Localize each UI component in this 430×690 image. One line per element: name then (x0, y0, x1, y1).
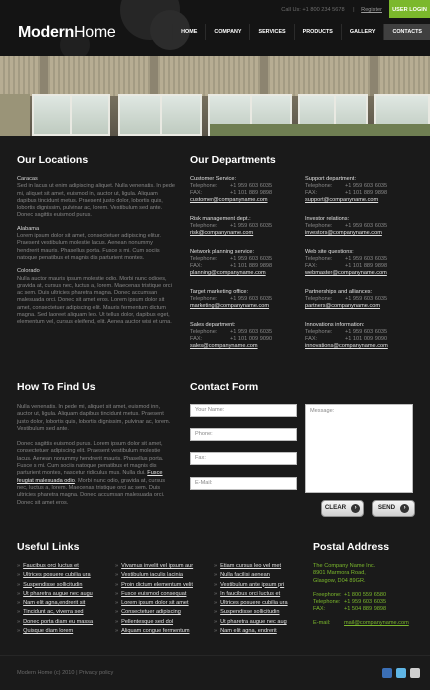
contact-form-title: Contact Form (190, 381, 259, 393)
telephone-value: +1 959 603 6035 (230, 329, 273, 336)
stumbleupon-icon[interactable] (410, 668, 420, 678)
useful-link[interactable]: » Donec porta diam eu massa (17, 618, 93, 627)
fax-label: FAX: (305, 336, 318, 343)
department-block (305, 322, 388, 350)
useful-link[interactable]: » Vivamus invelit vel ipsum aur (115, 562, 193, 571)
nav-contacts[interactable]: CONTACTS (383, 24, 430, 40)
department-fax (190, 336, 272, 343)
location-item (17, 226, 175, 262)
department-block (190, 289, 272, 310)
photo-ceiling (0, 56, 430, 96)
useful-link[interactable]: » Ultrices posuere cubilia ura (214, 599, 288, 608)
postal-email (313, 620, 409, 627)
useful-link[interactable]: » Lorem ipsum dolor sit amet (115, 599, 193, 608)
photo-beam (260, 56, 268, 96)
department-fax (190, 263, 272, 270)
department-fax (305, 263, 387, 270)
department-email-link[interactable]: customer@companyname.com (190, 197, 268, 204)
header-phone: Call Us: +1 800 234 5678 (281, 7, 345, 13)
telephone-label: Telephone: (190, 183, 218, 190)
send-button[interactable] (372, 500, 415, 517)
department-name: Customer Service: (190, 176, 237, 182)
location-city: Caracas (17, 176, 38, 182)
fax-label: FAX: (190, 263, 203, 270)
telephone-value: +1 959 603 6035 (345, 223, 388, 230)
send-label: SEND (377, 504, 396, 512)
department-telephone (190, 256, 272, 263)
telephone-label: Telephone: (190, 256, 218, 263)
department-telephone (305, 329, 388, 336)
telephone-value: +1 959 603 6035 (230, 296, 273, 303)
postal-company: The Company Name Inc. (313, 563, 376, 569)
locations-list (17, 176, 175, 333)
email-field[interactable]: E-Mail: (190, 477, 297, 490)
locations-title: Our Locations (17, 154, 89, 166)
topbar-divider: | (353, 7, 355, 13)
useful-link[interactable]: » Nam elit agna, endrerit (214, 627, 288, 636)
useful-link[interactable]: » Vestibulum iaculis lacinia (115, 571, 193, 580)
useful-link[interactable]: » Proin dictum elementum velit (115, 581, 193, 590)
photo-beam (370, 56, 378, 96)
links-column (214, 562, 288, 636)
find-us-link[interactable]: Fusce feugiat malesuada odio (17, 470, 163, 484)
useful-link[interactable]: » In faucibus orci luctus et (214, 590, 288, 599)
useful-link[interactable]: » Nulla facilisi aenean (214, 571, 288, 580)
useful-link[interactable]: » Aliquam congue fermentum (115, 627, 193, 636)
postal-fax (313, 606, 409, 613)
fax-value: +1 101 009 9090 (230, 336, 273, 343)
delicious-icon[interactable] (382, 668, 392, 678)
useful-link[interactable]: » Tincidunt ac, viverra sed (17, 608, 93, 617)
location-item (17, 176, 175, 220)
department-telephone (190, 329, 272, 336)
department-name: Risk management dept.: (190, 216, 251, 222)
nav-company[interactable]: COMPANY (205, 24, 249, 40)
header-photo (0, 56, 430, 136)
department-email-link[interactable]: partners@companyname.com (305, 303, 381, 310)
footer-copyright: Modern Home (c) 2010 | Privacy policy (17, 670, 114, 676)
telephone-label: Telephone: (190, 329, 218, 336)
nav-gallery[interactable]: GALLERY (341, 24, 384, 40)
clear-label: CLEAR (324, 504, 347, 512)
arrow-right-icon: › (351, 504, 360, 513)
department-name: Support department: (305, 176, 356, 182)
department-email-link[interactable]: risk@companyname.com (190, 230, 254, 237)
arrow-right-icon: › (400, 504, 409, 513)
department-email-link[interactable]: investors@companyname.com (305, 230, 382, 237)
department-block (190, 216, 272, 237)
find-us-text-b: . Morbi nunc odio, gravida at, cursus nec, luctus a, lorem. Maecenas tristique orci ac sem. Duis ultricies pharetra magna. Donec accumsan malesuada orci. Donec sit amet eros. (17, 477, 166, 506)
telephone-label: Telephone: (313, 599, 341, 606)
department-email-link[interactable]: webmaster@companyname.com (305, 270, 387, 277)
fax-label: FAX: (190, 336, 203, 343)
logo[interactable] (18, 22, 115, 44)
location-text: Sed in lacus ut enim adipiscing aliquet. Nulla venenatis. In pede mi, aliquet sit amet, euismod in, auctor ut, ligula. Aliquam dapibus tincidunt metus. Praesent justo dolor, lobortis quis, lobortis dignissim, pulvinar ac, lorem. Vestibulum sed ante. Donec sagittis euismod purus. (17, 183, 175, 219)
department-block (305, 216, 387, 237)
telephone-label: Telephone: (305, 183, 333, 190)
telephone-label: Telephone: (305, 329, 333, 336)
useful-link[interactable]: » Nam elit agna,endrerit sit (17, 599, 93, 608)
register-link[interactable]: Register (361, 7, 382, 13)
fax-label: FAX: (305, 190, 318, 197)
department-name: Innovations information: (305, 322, 365, 328)
department-name: Target marketing office: (190, 289, 249, 295)
freephone-label: Freephone: (313, 591, 342, 598)
telephone-value: +1 959 603 6035 (345, 329, 388, 336)
department-name: Network planning service: (190, 249, 255, 255)
fax-value: +1 101 889 9898 (230, 263, 273, 270)
location-item (17, 268, 175, 326)
photo-beam (150, 56, 158, 96)
photo-mullion (160, 96, 162, 134)
find-us-paragraph (17, 441, 175, 507)
useful-link[interactable]: » Ut pharetra augue nec aug (214, 618, 288, 627)
telephone-value: +1 959 603 6035 (230, 183, 273, 190)
useful-link[interactable]: » Etiam cursus leo vel met (214, 562, 288, 571)
department-block (305, 249, 387, 277)
photo-window (118, 94, 202, 136)
postal-city: Glasgow, D04 89GR. (313, 577, 366, 584)
department-telephone (305, 296, 387, 303)
user-login-button[interactable]: USER LOGIN (389, 0, 430, 18)
photo-mullion (70, 96, 72, 134)
postal-freephone (313, 592, 409, 599)
useful-links-title: Useful Links (17, 541, 80, 553)
fax-label: FAX: (305, 263, 318, 270)
fax-value: +1 101 889 9898 (230, 190, 273, 197)
telephone-value: +1 959 603 6035 (344, 599, 387, 606)
topbar (281, 7, 382, 15)
department-telephone (305, 223, 387, 230)
fax-value: +1 101 009 9090 (345, 336, 388, 343)
location-text: Nulla auctor mauris ipsum molestie odio. Morbi nunc odioes, gravida at, cursus nec, luctus a, lorem. Maecenas tristique orci ac sem. Duis ultricies pharetra magna. Donec accumsan malesuada orci. Donec sit amet eros. Lorem ipsum dolor sit amet, consectetuer adipiscing elit. Mauris fermentum dictum magna. Sed laoreet aliquam leo. Ut tellus dolor, dapibus eget, elementum vel, cursus eleifend, elit. Aenea auctor wisi et urna. (17, 275, 172, 326)
clear-button[interactable] (321, 500, 364, 517)
useful-link[interactable]: » Suspendisse sollicitudin (214, 608, 288, 617)
photo-trees (210, 124, 430, 136)
department-block (190, 322, 272, 350)
telephone-value: +1 959 603 6035 (345, 296, 388, 303)
fax-value: +1 101 889 9898 (345, 190, 388, 197)
department-email-link[interactable]: support@companyname.com (305, 197, 379, 204)
department-fax (190, 190, 272, 197)
department-telephone (305, 256, 387, 263)
telephone-value: +1 959 603 6035 (230, 256, 273, 263)
telephone-value: +1 959 603 6035 (345, 256, 388, 263)
telephone-label: Telephone: (305, 296, 333, 303)
department-telephone (305, 183, 387, 190)
logo-light: Home (73, 24, 116, 41)
department-telephone (190, 183, 272, 190)
useful-link[interactable]: » Faucibus orci luctus et (17, 562, 93, 571)
department-block (190, 176, 272, 204)
find-us-text-a: Donec sagittis euismod purus. Lorem ipsum dolor sit amet, consectetuer adipiscing elit. Praesent vestibulum molestie lacus. Aenean nonummy hendrerit mauris. Phasellus porta. Fusce s mi. Cum sociis natoque penatibus et magnis dis parturient montes, nascetur ridiculus mus. Nulla dui. (17, 441, 164, 477)
department-email-link[interactable]: marketing@companyname.com (190, 303, 270, 310)
telephone-value: +1 959 603 6035 (345, 183, 388, 190)
fax-value: +1 101 889 9898 (345, 263, 388, 270)
department-block (305, 176, 387, 204)
logo-bold: Modern (18, 24, 74, 41)
nav-services[interactable]: SERVICES (249, 24, 293, 40)
location-city: Colorado (17, 268, 40, 275)
header (0, 0, 430, 56)
department-block (305, 289, 387, 310)
fax-label: FAX: (190, 190, 203, 197)
postal-telephone (313, 599, 409, 606)
phone-field[interactable]: Phone: (190, 428, 297, 441)
department-name: Partnerships and alliances: (305, 289, 373, 295)
main-nav (172, 24, 430, 40)
find-us-text (17, 404, 175, 513)
freephone-value: +1 800 559 6580 (344, 591, 387, 598)
department-email-link[interactable]: innovations@companyname.com (305, 343, 388, 350)
department-fax (305, 190, 387, 197)
photo-window (32, 94, 110, 136)
department-email-link[interactable]: planning@companyname.com (190, 270, 266, 277)
department-name: Investor relations: (305, 216, 350, 222)
postal-address (313, 563, 409, 627)
telephone-label: Telephone: (305, 223, 333, 230)
footer-divider (0, 655, 430, 656)
location-city: Alabama (17, 225, 40, 232)
nav-home[interactable]: HOME (172, 24, 205, 40)
location-text: Lorem ipsum dolor sit amet, consectetuer adipiscing elitur. Praesent vestibulum molestie lacus. Aenean nonummy hendrerit mauris. Phasellus porta. Fusce s mi. Cum sociis natoque penatibus et magnis dis parturient montes. (17, 233, 161, 261)
twitter-icon[interactable] (396, 668, 406, 678)
find-us-title: How To Find Us (17, 381, 96, 393)
find-us-paragraph: Nulla venenatis. In pede mi, aliquet sit amet, euismod inn, auctor ut, ligula. Aliquam dapibus tincidunt metus. Praesent justo dolor, lobortis quis, lobortis dignissim, pulvinar ac, lorem. Vestibulum sed ante. (17, 404, 171, 432)
links-column (17, 562, 93, 636)
department-block (190, 249, 272, 277)
postal-street: 8901 Marmora Road, (313, 570, 366, 577)
postal-title: Postal Address (313, 541, 390, 553)
message-field[interactable]: Message: (305, 404, 413, 493)
department-email-link[interactable]: sales@companyname.com (190, 343, 258, 350)
useful-link[interactable]: » Ultrices posuere cubilia ura (17, 571, 93, 580)
telephone-value: +1 959 603 6035 (230, 223, 273, 230)
department-telephone (190, 296, 272, 303)
useful-link[interactable]: » Pellentesque sed dol (115, 618, 193, 627)
name-field[interactable]: Your Name: (190, 404, 297, 417)
telephone-label: Telephone: (190, 296, 218, 303)
links-column (115, 562, 193, 636)
useful-link[interactable]: » Fusce euismod consequat (115, 590, 193, 599)
department-fax (305, 336, 388, 343)
telephone-label: Telephone: (190, 223, 218, 230)
useful-link[interactable]: » Suspendisse sollicitudin (17, 581, 93, 590)
photo-wall (0, 94, 30, 136)
department-name: Web site questions: (305, 249, 354, 255)
telephone-label: Telephone: (305, 256, 333, 263)
useful-link[interactable]: » Consectetuer adipiscing (115, 608, 193, 617)
useful-link[interactable]: » Ut pharetra augue nec augu (17, 590, 93, 599)
departments-title: Our Departments (190, 154, 276, 166)
email-link[interactable]: mail@companyname.com (344, 619, 409, 626)
email-label: E-mail: (313, 619, 331, 626)
department-name: Sales department: (190, 322, 236, 328)
useful-link[interactable]: » Quisque diam lorem (17, 627, 93, 636)
fax-field[interactable]: Fax: (190, 452, 297, 465)
fax-value: +1 504 889 9898 (344, 606, 387, 613)
useful-link[interactable]: » Vestibulum ante ipsum pri (214, 581, 288, 590)
photo-beam (40, 56, 48, 96)
fax-label: FAX: (313, 606, 326, 613)
department-telephone (190, 223, 272, 230)
nav-products[interactable]: PRODUCTS (294, 24, 341, 40)
